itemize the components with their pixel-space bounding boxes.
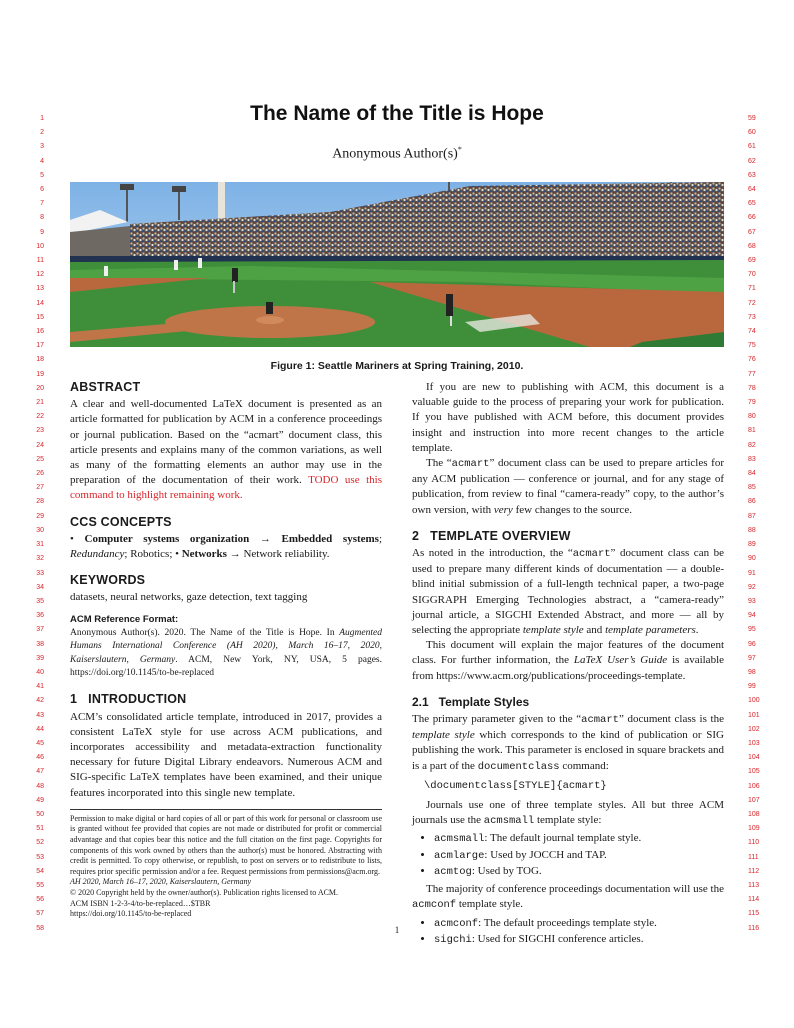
- line-number: 12: [36, 271, 44, 279]
- left-column: [70, 380, 382, 920]
- line-number: 13: [36, 285, 44, 293]
- line-number: 48: [36, 782, 44, 790]
- template-overview-heading: 2 TEMPLATE OVERVIEW: [412, 528, 571, 543]
- line-number: 91: [748, 569, 756, 577]
- line-number: 14: [36, 299, 44, 307]
- list-item-code: acmlarge: [434, 849, 485, 862]
- line-number: 107: [748, 796, 760, 804]
- p4-part-a: This document will explain the major features of the document class. For further information, the: [412, 639, 724, 667]
- list-item: [434, 831, 724, 847]
- line-number: 21: [36, 399, 44, 407]
- p7-part-a: The majority of conference proceedings documentation will use the: [426, 883, 724, 896]
- line-number: 108: [748, 810, 760, 818]
- p3-part-b: ” document class can be used to prepare many different kinds of documentation — a double-blind initial submission of a full-length technical paper, a two-page SIGGRAPH Emerging Technologies abstract, a “camera-ready” journal article, a SIGCHI Extended Abstract, and more — all by selecting the appropriate: [412, 547, 724, 637]
- list-item-code: acmtog: [434, 865, 472, 878]
- line-number: 20: [36, 384, 44, 392]
- line-number: 53: [36, 853, 44, 861]
- line-number: 46: [36, 754, 44, 762]
- line-number: 80: [748, 413, 756, 421]
- p2-code: acmart: [451, 458, 490, 471]
- line-number: 102: [748, 725, 760, 733]
- line-number: 86: [748, 498, 756, 506]
- teaser-figure: [70, 182, 724, 347]
- line-number: 92: [748, 583, 756, 591]
- line-number: 82: [748, 441, 756, 449]
- line-number: 5: [40, 171, 44, 179]
- line-number: 25: [36, 455, 44, 463]
- line-number: 52: [36, 839, 44, 847]
- line-number: 29: [36, 512, 44, 520]
- p3-code: acmart: [572, 548, 611, 561]
- line-number: 50: [36, 810, 44, 818]
- line-number: 57: [36, 910, 44, 918]
- footnote-copyright: © 2020 Copyright held by the owner/author(s). Publication rights licensed to ACM.: [70, 888, 339, 898]
- line-number: 58: [36, 924, 44, 932]
- footnote-isbn: ACM ISBN 1-2-3-4/to-be-replaced…$TBR: [70, 898, 211, 908]
- copyright-footnote: [70, 809, 382, 920]
- line-number: 16: [36, 328, 44, 336]
- line-number: 32: [36, 555, 44, 563]
- line-number: 85: [748, 484, 756, 492]
- introduction-heading: 1 INTRODUCTION: [70, 692, 187, 707]
- acm-reference-text: [70, 627, 382, 681]
- line-number: 41: [36, 683, 44, 691]
- line-number: 3: [40, 143, 44, 151]
- line-number: 2: [40, 129, 44, 137]
- line-number: 69: [748, 257, 756, 265]
- line-number: 61: [748, 143, 756, 151]
- list-item: [434, 864, 724, 880]
- line-number: 31: [36, 541, 44, 549]
- line-number: 19: [36, 370, 44, 378]
- line-number: 96: [748, 640, 756, 648]
- p6-part-b: template style:: [534, 814, 602, 827]
- line-number: 88: [748, 526, 756, 534]
- line-number: 109: [748, 825, 760, 833]
- line-number: 101: [748, 711, 760, 719]
- footnote-doi: https://doi.org/10.1145/to-be-replaced: [70, 909, 192, 919]
- paragraph-journals: [412, 798, 724, 829]
- line-number: 40: [36, 668, 44, 676]
- line-number: 15: [36, 313, 44, 321]
- line-number: 7: [40, 200, 44, 208]
- figure-caption: Figure 1: Seattle Mariners at Spring Training, 2010.: [270, 360, 524, 372]
- p3-part-a: As noted in the introduction, the “: [412, 547, 573, 560]
- p4-emphasis: LaTeX User’s Guide: [573, 654, 668, 667]
- line-number: 83: [748, 455, 756, 463]
- line-number: 106: [748, 782, 760, 790]
- line-number: 39: [36, 654, 44, 662]
- author-line: [0, 145, 794, 163]
- p6-code: acmsmall: [483, 815, 535, 828]
- line-number: 115: [748, 910, 760, 918]
- line-number: 24: [36, 441, 44, 449]
- paragraph-template-style: [412, 712, 724, 775]
- todo-note: TODO use this command to highlight remaining work.: [70, 474, 382, 502]
- p3-part-d: .: [695, 624, 699, 637]
- list-item-text: : Used by JOCCH and TAP.: [484, 848, 607, 861]
- acm-ref-part-b: . ACM, New York, NY, USA, 5 pages. https://doi.org/10.1145/to-be-replaced: [70, 654, 382, 679]
- line-numbers-left: [30, 112, 44, 936]
- line-number: 6: [40, 186, 44, 194]
- line-number: 23: [36, 427, 44, 435]
- line-number: 79: [748, 399, 756, 407]
- line-number: 63: [748, 171, 756, 179]
- ccs-bullet: •: [70, 532, 74, 545]
- line-number: 54: [36, 867, 44, 875]
- paragraph-acmart-class: [412, 456, 724, 518]
- footnote-venue: AH 2020, March 16–17, 2020, Kaiserslautern, Germany: [70, 877, 252, 887]
- ccs-arrow-2: →: [229, 548, 241, 561]
- acm-ref-venue: Augmented Humans International Conference (AH 2020), March 16–17, 2020, Kaiserslautern, Germany: [70, 627, 382, 665]
- p2-part-a: The “: [426, 457, 452, 470]
- p5-code: acmart: [581, 714, 619, 727]
- line-number: 42: [36, 697, 44, 705]
- line-number: 35: [36, 597, 44, 605]
- ccs-concept-3: Redundancy: [70, 548, 125, 561]
- list-item-text: : Used for SIGCHI conference articles.: [471, 932, 644, 945]
- line-number: 77: [748, 370, 756, 378]
- ccs-concepts: • Computer systems organization → Embedded systems; Redundancy; Robotics; • Networks → Network reliability.: [70, 532, 383, 561]
- list-item-code: acmsmall: [434, 833, 485, 846]
- line-number: 78: [748, 384, 756, 392]
- ccs-concept-2: Embedded systems: [281, 532, 379, 545]
- line-number: 45: [36, 739, 44, 747]
- ccs-concept-1: Computer systems organization: [84, 532, 250, 545]
- list-item-code: acmconf: [434, 917, 479, 930]
- documentclass-code: \documentclass[STYLE]{acmart}: [424, 779, 607, 792]
- author-name: Anonymous Author(s): [332, 146, 458, 162]
- ccs-bullet-2: •: [175, 548, 179, 561]
- line-number: 64: [748, 186, 756, 194]
- line-number: 44: [36, 725, 44, 733]
- line-number: 33: [36, 569, 44, 577]
- line-number: 73: [748, 313, 756, 321]
- line-number: 60: [748, 129, 756, 137]
- line-numbers-right: [748, 112, 766, 936]
- line-number: 9: [40, 228, 44, 236]
- paragraph-new-authors: If you are new to publishing with ACM, this document is a valuable guide to the process of preparing your work for publication. If you have published with ACM before, this document provides insight and instruction into more recent changes to the article template.: [412, 381, 724, 454]
- line-number: 114: [748, 896, 760, 904]
- line-number: 72: [748, 299, 756, 307]
- paper-title: The Name of the Title is Hope: [250, 102, 544, 125]
- line-number: 8: [40, 214, 44, 222]
- abstract-heading: ABSTRACT: [70, 380, 141, 394]
- line-number: 51: [36, 825, 44, 833]
- line-number: 11: [36, 257, 44, 265]
- line-number: 94: [748, 612, 756, 620]
- list-item-text: : The default proceedings template style.: [478, 916, 657, 929]
- line-number: 66: [748, 214, 756, 222]
- paragraph-users-guide: [412, 638, 724, 684]
- line-number: 104: [748, 754, 760, 762]
- line-number: 47: [36, 768, 44, 776]
- line-number: 93: [748, 597, 756, 605]
- line-number: 18: [36, 356, 44, 364]
- line-number: 26: [36, 470, 44, 478]
- ccs-heading: CCS CONCEPTS: [70, 514, 172, 529]
- p2-part-c: few changes to the source.: [512, 503, 632, 516]
- paragraph-overview: [412, 546, 724, 638]
- author-footnote-mark: *: [457, 145, 462, 154]
- line-number: 95: [748, 626, 756, 634]
- line-number: 76: [748, 356, 756, 364]
- list-item-text: : The default journal template style.: [484, 832, 642, 845]
- line-number: 112: [748, 867, 760, 875]
- keywords-text: datasets, neural networks, gaze detection, text tagging: [70, 591, 308, 604]
- template-styles-heading: 2.1 Template Styles: [412, 694, 530, 709]
- p4-part-b: is available from https://www.acm.org/publications/proceedings-template.: [412, 654, 725, 682]
- line-number: 103: [748, 739, 760, 747]
- line-number: 97: [748, 654, 756, 662]
- line-number: 113: [748, 881, 760, 889]
- line-number: 100: [748, 697, 760, 705]
- line-number: 10: [36, 242, 44, 250]
- line-number: 90: [748, 555, 756, 563]
- p2-part-b: ” document class can be used to prepare articles for any ACM publication — conference or journal, and for any stage of publication, from review to final “camera-ready” copy, to the author’s own version, with: [412, 457, 724, 516]
- abstract-body: A clear and well-documented LaTeX document is presented as an article formatted for publication by ACM in a conference proceedings or journal publication. Based on the “acmart” document class, this article presents and explains many of the common variations, as well as many of the formatting elements an author may use in the preparation of the documentation of their work.: [70, 398, 382, 487]
- line-number: 38: [36, 640, 44, 648]
- ccs-arrow: →: [259, 532, 271, 545]
- line-number: 37: [36, 626, 44, 634]
- p5-part-a: The primary parameter given to the “: [412, 713, 582, 726]
- line-number: 17: [36, 342, 44, 350]
- line-number: 65: [748, 200, 756, 208]
- permission-notice: Permission to make digital or hard copies of all or part of this work for personal or classroom use is granted without fee provided that copies are not made or distributed for profit or commercial advantage and that copies bear this notice and the full citation on the first page. Copyrights for components of this work owned by others than the author(s) must be honored. Abstracting with credit is permitted. To copy otherwise, or republish, to post on servers or to redistribute to lists, requires prior specific permission and/or a fee. Request permissions from permissions@acm.org.: [70, 813, 382, 876]
- line-number: 59: [748, 115, 756, 122]
- line-number: 98: [748, 668, 756, 676]
- p5-part-c: which corresponds to the kind of publication or SIG publishing the work. This parameter is enclosed in square brackets and is a part of the: [412, 729, 724, 772]
- line-number: 1: [40, 115, 44, 122]
- line-number: 105: [748, 768, 760, 776]
- p7-code: acmconf: [412, 899, 457, 912]
- line-number: 99: [748, 683, 756, 691]
- keywords-heading: KEYWORDS: [70, 573, 146, 588]
- line-number: 110: [748, 839, 760, 847]
- line-number: 81: [748, 427, 756, 435]
- list-item-text: : Used by TOG.: [471, 864, 542, 877]
- line-number: 34: [36, 583, 44, 591]
- line-number: 27: [36, 484, 44, 492]
- abstract-text: [70, 397, 382, 503]
- line-number: 55: [36, 881, 44, 889]
- line-number: 89: [748, 541, 756, 549]
- line-number: 28: [36, 498, 44, 506]
- p5-code-2: documentclass: [477, 760, 560, 773]
- right-column: [412, 380, 724, 950]
- list-item: [434, 848, 724, 864]
- p5-part-d: command:: [559, 759, 609, 772]
- line-number: 30: [36, 526, 44, 534]
- baseball-stadium-photo: [70, 182, 724, 347]
- p5-part-b: ” document class is the: [618, 713, 724, 726]
- journal-styles-list: [434, 831, 724, 880]
- paragraph-conferences: [412, 882, 724, 913]
- line-number: 68: [748, 242, 756, 250]
- p5-emphasis: template style: [412, 729, 475, 742]
- line-number: 70: [748, 271, 756, 279]
- p7-part-b: template style.: [456, 898, 524, 911]
- line-number: 43: [36, 711, 44, 719]
- line-number: 62: [748, 157, 756, 165]
- p3-emphasis-2: template parameters: [605, 624, 696, 637]
- line-number: 87: [748, 512, 756, 520]
- line-number: 74: [748, 328, 756, 336]
- page-number: 1: [394, 925, 400, 935]
- line-number: 84: [748, 470, 756, 478]
- ccs-concept-6: Network reliability: [243, 548, 327, 561]
- acm-reference-heading: ACM Reference Format:: [70, 613, 179, 625]
- p2-emphasis: very: [493, 503, 513, 516]
- line-number: 22: [36, 413, 44, 421]
- line-number: 111: [748, 853, 759, 861]
- line-number: 75: [748, 342, 756, 350]
- p3-emphasis-1: template style: [522, 624, 584, 637]
- line-number: 56: [36, 896, 44, 904]
- line-number: 67: [748, 228, 756, 236]
- line-number: 49: [36, 796, 44, 804]
- introduction-text: ACM’s consolidated article template, introduced in 2017, provides a consistent LaTeX style for use across ACM publications, and incorporates accessibility and metadata-extraction functionality necessary for future Digital Library endeavors. Numerous ACM and SIG-specific LaTeX templates have been examined, and their unique features incorporated into this single new template.: [70, 710, 382, 799]
- ccs-concept-4: Robotics: [130, 548, 170, 561]
- line-number: 36: [36, 612, 44, 620]
- line-number: 4: [40, 157, 44, 165]
- p6-part-a: Journals use one of three template styles. All but three ACM journals use the: [412, 799, 724, 827]
- line-number: 116: [748, 924, 760, 932]
- acm-ref-part-a: Anonymous Author(s). 2020. The Name of the Title is Hope. In: [70, 627, 340, 638]
- p3-part-c: and: [583, 624, 606, 637]
- ccs-concept-5: Networks: [181, 548, 227, 561]
- list-item-code: sigchi: [434, 933, 472, 946]
- line-number: 71: [748, 285, 756, 293]
